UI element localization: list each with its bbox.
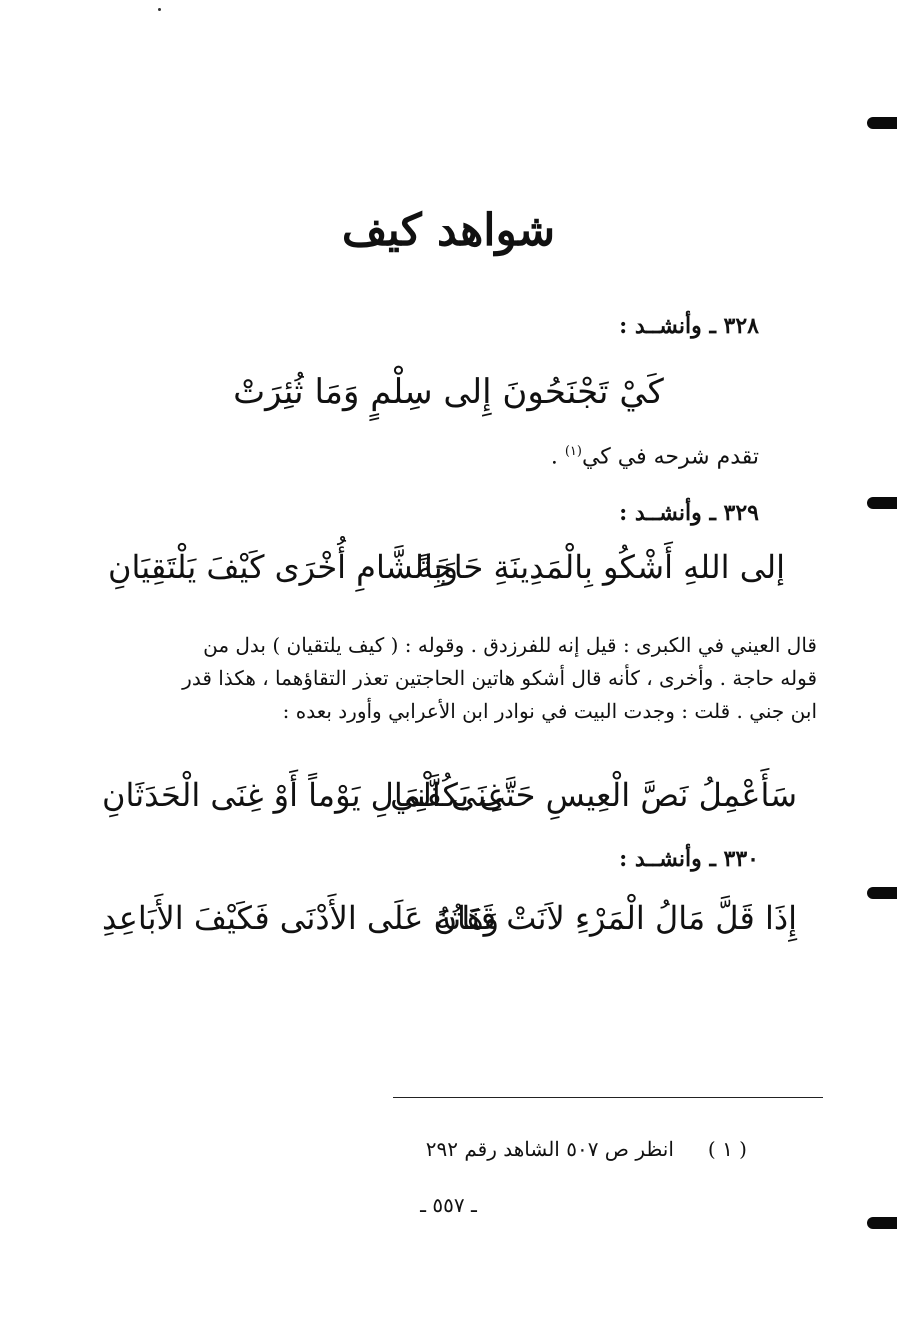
note-end: . (550, 444, 565, 470)
entry-329-verse-first-hemistich: إلى اللهِ أَشْكُو بِالْمَدِينَةِ حَاجَةً (416, 548, 785, 586)
footnote-reference: (١) (564, 444, 582, 459)
commentary-line: قال العيني في الكبرى : قيل إنه للفرزدق . وقوله : ( كيف يلتقيان ) بدل من (203, 633, 817, 657)
edge-tab-mark (867, 497, 897, 509)
entry-328-verse: كَيْ تَجْنَحُونَ إِلى سِلْمٍ وَمَا ثُئِرَتْ (233, 372, 664, 412)
commentary-line: قوله حاجة . وأخرى ، كأنه قال أشكو هاتين الحاجتين تعذر التقاؤهما ، هكذا قدر (182, 666, 817, 690)
footnote-divider (393, 1097, 823, 1098)
entry-330-verse-first-hemistich: إِذَا قَلَّ مَالُ الْمَرْءِ لاَنَتْ قَنَاتُهُ (435, 899, 797, 937)
entry-329-commentary (77, 629, 817, 728)
note-text: تقدم شرحه في كي (581, 444, 759, 470)
entry-328-label: ٣٢٨ ـ وأنشــد : (619, 313, 759, 339)
commentary-line: ابن جني . قلت : وجدت البيت في نوادر ابن الأعرابي وأورد بعده : (282, 699, 817, 723)
entry-329-second-verse-second-hemistich: غِنَى الْمَالِ يَوْماً أَوْ غِنَى الْحَدَثَانِ (102, 776, 505, 814)
entry-329-label: ٣٢٩ ـ وأنشــد : (619, 500, 759, 526)
entry-330-verse-second-hemistich: وَهَانَ عَلَى الأَدْنَى فَكَيْفَ الأَبَاعِدِ (102, 899, 500, 937)
edge-tab-mark (867, 887, 897, 899)
footnote (426, 1137, 747, 1161)
footnote-number: ( ١ ) (707, 1137, 747, 1161)
entry-329-verse-second-hemistich: وَبِالشَّامِ أُخْرَى كَيْفَ يَلْتَقِيَانِ (108, 548, 459, 586)
footnote-text: انظر ص ٥٠٧ الشاهد رقم ٢٩٢ (425, 1137, 674, 1161)
entry-329-second-verse-first-hemistich: سَأَعْمِلُ نَصَّ الْعِيسِ حَتَّى يَكُفَّنِي (390, 776, 797, 814)
edge-tab-mark (867, 117, 897, 129)
entry-330-label: ٣٣٠ ـ وأنشــد : (619, 846, 759, 872)
page-number: ـ ٥٥٧ ـ (420, 1193, 477, 1217)
page-title: شواهد كيف (341, 205, 556, 256)
entry-328-note (551, 444, 759, 469)
speck-mark (158, 8, 161, 11)
edge-tab-mark (867, 1217, 897, 1229)
